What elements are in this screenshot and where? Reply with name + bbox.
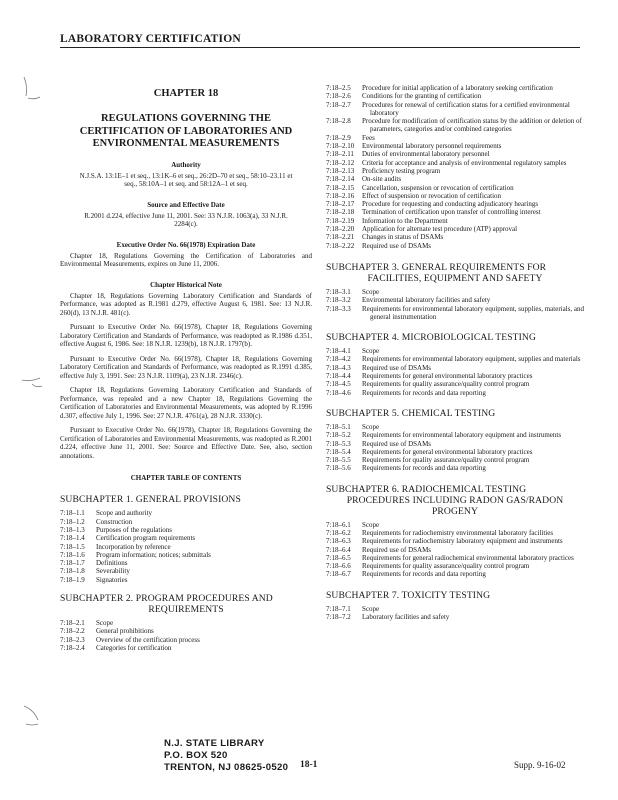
toc-entry [326,208,584,216]
history-paragraph: Pursuant to Executive Order No. 66(1978), Chapter 18, Regulations Governing Laboratory Certification and Standards of Performance, was readopted as R.1991 d.385, effective July 3, 1991. See: 23 N.J.R. 1109(a), 23 N.J.R. 2346(c). [60,354,312,380]
section-title: Scope [362,520,380,529]
section-title: Fees [362,133,375,142]
subchapter-6-title-line1: SUBCHAPTER 6. RADIOCHEMICAL TESTING [326,483,527,495]
toc-entry [326,464,584,472]
history-paragraph: Chapter 18, Regulations Governing Laboratory Certification and Standards of Performance, was repealed and a new Chapter 18, Regulations Governing the Certification of Laboratories and Environmental Measurements, was adopted by R.1996 d.307, effective July 1, 1996. See: 27 N.J.R. 4761(a), 28 N.J.R. 3330(c). [60,386,312,420]
section-title: Scope [362,604,380,613]
section-number: 7:18–1.1 [60,509,85,518]
subchapter-4-title: SUBCHAPTER 4. MICROBIOLOGICAL TESTING [326,332,536,344]
subchapter-6-title-line2: PROCEDURES INCLUDING RADON GAS/RADON PROGENY [346,494,564,517]
toc-entry [326,380,584,388]
section-number: 7:18–2.12 [326,158,355,167]
subchapter-2-title [60,593,312,615]
subchapter-4-list [326,347,584,397]
authority-heading: Authority [171,160,201,169]
history-paragraph: Chapter 18, Regulations Governing Laboratory Certification and Standards of Performance, was adopted as R.1981 d.279, effective August 6, 1981. See: 13 N.J.R. 260(d), 13 N.J.R. 481(c). [60,291,312,317]
toc-entry [326,613,584,621]
toc-entry [326,546,584,554]
section-number: 7:18–2.14 [326,175,355,184]
section-title: Program information; notices; submittals [96,550,211,559]
section-title: Cancellation, suspension or revocation of certification [362,183,514,192]
source-text: R.2001 d.224, effective June 11, 2001. See: 33 N.J.R. 1063(a), 33 N.J.R. 2284(c). [84,211,288,229]
section-title: Requirements for environmental laboratory equipment, supplies, materials, and general instrumentation [362,304,584,321]
source-heading: Source and Effective Date [147,200,225,209]
section-number: 7:18–2.20 [326,225,355,234]
section-number: 7:18–7.2 [326,613,351,622]
toc-entry [326,175,584,183]
section-number: 7:18–6.2 [326,528,351,537]
section-title: Duties of environmental laboratory personnel [362,150,490,159]
toc-entry [326,242,584,250]
section-number: 7:18–2.11 [326,150,354,159]
header-rule [60,47,580,48]
section-title: Requirements for general radiochemical environmental laboratory practices [362,553,574,562]
toc-entry [326,440,584,448]
chapter-number: CHAPTER 18 [153,88,219,99]
section-number: 7:18–2.7 [326,100,351,109]
section-title: Scope and authority [96,509,152,518]
subchapter-1-list [60,509,312,584]
toc-entry [326,423,584,431]
section-number: 7:18–4.6 [326,388,351,397]
section-number: 7:18–2.5 [326,84,351,92]
toc-entry [326,225,584,233]
section-number: 7:18–2.2 [60,627,85,636]
toc-entry [326,159,584,167]
section-title: Termination of certification upon transfer of controlling interest [362,208,541,217]
toc-entry [326,296,584,304]
section-title: Requirements for environmental laboratory equipment, supplies and materials [362,355,581,364]
toc-entry [60,534,312,542]
section-number: 7:18–1.4 [60,534,85,543]
toc-entry [60,551,312,559]
section-number: 7:18–2.4 [60,643,85,652]
section-number: 7:18–7.1 [326,604,351,613]
toc-entry [60,627,312,635]
section-title: Environmental laboratory facilities and safety [362,296,491,305]
toc-entry [326,554,584,562]
section-title: Scope [96,619,114,628]
right-column [326,84,584,621]
section-title: Requirements for general environmental laboratory practices [362,447,533,456]
subchapter-1-title: SUBCHAPTER 1. GENERAL PROVISIONS [60,494,241,506]
section-number: 7:18–2.19 [326,216,355,225]
section-title: Construction [96,517,133,526]
subchapter-3-title-line1: SUBCHAPTER 3. GENERAL REQUIREMENTS FOR [326,261,547,273]
section-title: Proficiency testing program [362,166,441,175]
section-title: Incorporation by reference [96,542,171,551]
section-number: 7:18–2.3 [60,635,85,644]
section-title: Required use of DSAMs [362,545,432,554]
section-number: 7:18–1.9 [60,575,85,584]
section-number: 7:18–2.6 [326,92,351,101]
section-number: 7:18–5.6 [326,464,351,473]
section-number: 7:18–6.3 [326,537,351,546]
toc-entry [326,217,584,225]
section-title: Requirements for quality assurance/quality control program [362,380,530,389]
subchapter-2-title-line1: SUBCHAPTER 2. PROGRAM PROCEDURES AND [60,593,273,605]
section-number: 7:18–1.5 [60,542,85,551]
stamp-line: N.J. STATE LIBRARY [164,738,265,749]
section-title: Criteria for acceptance and analysis of environmental regulatory samples [362,158,567,167]
section-title: Purposes of the regulations [96,525,173,534]
section-number: 7:18–2.9 [326,133,351,142]
section-title: Requirements for records and data reporting [362,464,486,473]
toc-entry [326,84,584,92]
section-title: Scope [362,422,380,431]
toc-entry [326,372,584,380]
section-title: Requirements for records and data reporting [362,570,486,579]
section-title: Scope [362,347,380,356]
executive-order-text: Chapter 18, Regulations Governing the Certification of Laboratories and Environmental Measurements, expires on June 11, 2006. [60,251,312,269]
toc-entry [326,305,584,322]
section-number: 7:18–3.1 [326,287,351,296]
toc-entry [60,559,312,567]
section-title: Requirements for records and data reporting [362,388,486,397]
subchapter-2-list-continued [326,84,584,250]
section-title: Procedure for requesting and conducting adjudicatory hearings [362,200,539,209]
section-title: Severability [96,567,130,576]
toc-entry [326,192,584,200]
section-title: Application for alternate test procedure (ATP) approval [362,225,518,234]
section-number: 7:18–2.17 [326,200,355,209]
section-number: 7:18–2.16 [326,191,355,200]
section-title: Requirements for quality assurance/quality control program [362,562,530,571]
subchapter-5-title: SUBCHAPTER 5. CHEMICAL TESTING [326,407,496,419]
section-title: Signatories [96,575,128,584]
toc-entry [326,537,584,545]
section-number: 7:18–5.4 [326,447,351,456]
toc-entry [326,134,584,142]
section-title: General prohibitions [96,627,154,636]
toc-heading: CHAPTER TABLE OF CONTENTS [130,474,242,483]
section-title: Conditions for the granting of certification [362,92,482,101]
section-number: 7:18–2.21 [326,233,355,242]
section-title: Procedures for renewal of certification status for a certified environmental laboratory [362,100,570,117]
subchapter-5-list [326,423,584,473]
history-paragraph: Pursuant to Executive Order No. 66(1978), Chapter 18, Regulations Governing Laboratory Certification and Standards of Performance, was readopted as R.1986 d.351, effective August 6, 1986. See: 18 N.J.R. 1239(b), 18 N.J.R. 1797(b). [60,323,312,349]
section-number: 7:18–6.4 [326,545,351,554]
executive-order-heading: Executive Order No. 66(1978) Expiration Date [116,240,256,249]
subchapter-3-list [326,288,584,321]
toc-entry [326,456,584,464]
toc-entry [326,200,584,208]
toc-entry [326,448,584,456]
toc-entry [326,364,584,372]
section-title: Required use of DSAMs [362,241,432,250]
toc-entry [326,233,584,241]
section-number: 7:18–6.6 [326,562,351,571]
section-number: 7:18–5.1 [326,422,351,431]
subchapter-3-title [326,262,584,284]
toc-entry [326,167,584,175]
section-title: Requirements for environmental laboratory equipment and instruments [362,431,562,440]
section-number: 7:18–4.2 [326,355,351,364]
section-title: Overview of the certification process [96,635,200,644]
section-number: 7:18–4.4 [326,372,351,381]
section-number: 7:18–2.22 [326,241,355,250]
history-paragraph: Pursuant to Executive Order No. 66(1978), Chapter 18, Regulations Governing the Certification of Laboratories and Environmental Measurements, was readopted as R.2001 d.224, effective June 11, 2001. See: Source and Effective Date. See, also, section annotations. [60,426,312,460]
section-title: Categories for certification [96,643,172,652]
section-number: 7:18–1.6 [60,550,85,559]
toc-entry [60,644,312,652]
toc-entry [326,605,584,613]
section-number: 7:18–6.1 [326,520,351,529]
section-number: 7:18–4.5 [326,380,351,389]
section-title: Requirements for general environmental laboratory practices [362,372,533,381]
toc-entry [326,150,584,158]
section-number: 7:18–5.3 [326,439,351,448]
toc-entry [326,521,584,529]
toc-entry [60,526,312,534]
section-number: 7:18–5.5 [326,456,351,465]
section-number: 7:18–6.7 [326,570,351,579]
subchapter-2-list [60,619,312,652]
section-number: 7:18–3.2 [326,296,351,305]
toc-entry [60,543,312,551]
toc-entry [326,389,584,397]
section-title: Procedure for initial application of a laboratory seeking certification [362,84,553,92]
subchapter-2-title-line2: REQUIREMENTS [148,604,224,616]
subchapter-7-title: SUBCHAPTER 7. TOXICITY TESTING [326,589,491,601]
section-title: Information to the Department [362,216,448,225]
toc-entry [326,355,584,363]
section-number: 7:18–6.5 [326,553,351,562]
section-title: Requirements for radiochemistry laboratory equipment and instruments [362,537,563,546]
section-number: 7:18–1.8 [60,567,85,576]
toc-entry [326,142,584,150]
section-title: Changes in status of DSAMs [362,233,444,242]
section-title: Requirements for radiochemistry environmental laboratory facilities [362,528,554,537]
section-number: 7:18–5.2 [326,431,351,440]
margin-mark-decoration [18,72,48,102]
section-number: 7:18–1.3 [60,525,85,534]
section-number: 7:18–3.3 [326,304,351,313]
subchapter-7-list [326,605,584,622]
section-number: 7:18–4.3 [326,363,351,372]
toc-entry [326,431,584,439]
toc-entry [60,518,312,526]
toc-entry [326,570,584,578]
left-column [60,84,312,652]
toc-entry [326,529,584,537]
subchapter-3-title-line2: FACILITIES, EQUIPMENT AND SAFETY [367,272,543,284]
section-title: Effect of suspension or revocation of certification [362,191,502,200]
library-stamp [164,738,288,774]
stamp-line: TRENTON, NJ 08625-0520 [164,762,289,773]
section-number: 7:18–2.13 [326,166,355,175]
margin-mark-decoration [18,368,48,398]
section-title: Procedure for modification of certification status by the addition or deletion of parameters, categories and/or combined categories [362,117,582,134]
toc-entry [60,636,312,644]
section-title: Environmental laboratory personnel requirements [362,142,502,151]
toc-entry [326,101,584,118]
toc-entry [60,576,312,584]
subchapter-6-title [326,484,584,517]
section-number: 7:18–1.7 [60,559,85,568]
toc-entry [60,619,312,627]
toc-entry [326,92,584,100]
margin-mark-decoration [18,700,48,730]
toc-entry [60,509,312,517]
section-title: On-site audits [362,175,402,184]
toc-entry [326,288,584,296]
section-title: Requirements for quality assurance/quality control program [362,456,530,465]
section-number: 7:18–2.18 [326,208,355,217]
section-title: Required use of DSAMs [362,439,432,448]
authority-text: N.J.S.A. 13:1E–1 et seq., 13:1K–6 et seq., 26:2D–70 et seq., 58:10–23.11 et seq., 58:10A–1 et seq. and 58:12A–1 et seq. [79,171,293,189]
subchapter-6-list [326,521,584,579]
chapter-title: REGULATIONS GOVERNING THE CERTIFICATION OF LABORATORIES AND ENVIRONMENTAL MEASUREMENTS [79,113,293,149]
section-number: 7:18–2.15 [326,183,355,192]
section-number: 7:18–2.1 [60,619,85,628]
section-number: 7:18–4.1 [326,347,351,356]
supplement-date: Supp. 9-16-02 [514,760,566,770]
running-head: LABORATORY CERTIFICATION [60,33,241,45]
section-number: 7:18–2.8 [326,117,351,126]
section-title: Certification program requirements [96,534,196,543]
toc-entry [326,347,584,355]
stamp-line: P.O. BOX 520 [164,750,228,761]
section-number: 7:18–2.10 [326,142,355,151]
section-title: Definitions [96,559,128,568]
section-title: Required use of DSAMs [362,363,432,372]
toc-entry [60,567,312,575]
toc-entry [326,562,584,570]
history-heading: Chapter Historical Note [150,280,222,289]
section-title: Laboratory facilities and safety [362,613,450,622]
section-number: 7:18–1.2 [60,517,85,526]
toc-entry [326,117,584,134]
section-title: Scope [362,287,380,296]
page-number: 18-1 [300,760,318,770]
toc-entry [326,184,584,192]
